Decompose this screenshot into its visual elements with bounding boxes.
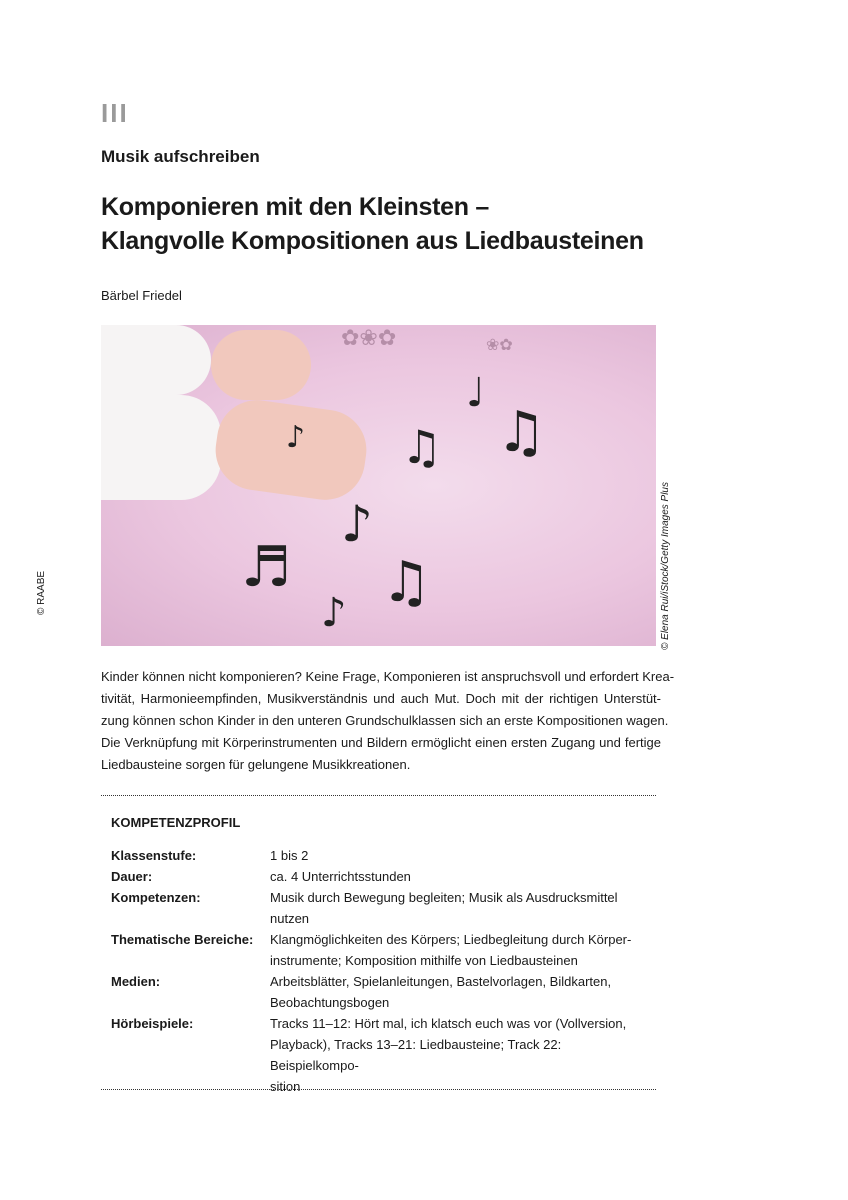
- music-note-icon: ♫: [381, 550, 432, 615]
- profile-value-line: 1 bis 2: [270, 848, 309, 863]
- author: Bärbel Friedel: [101, 288, 182, 303]
- intro-line: Liedbausteine sorgen für gelungene Musikkreationen.: [101, 757, 411, 772]
- title-line: Komponieren mit den Kleinsten –: [101, 193, 489, 221]
- profile-key: Kompetenzen:: [111, 890, 201, 905]
- competence-profile: [111, 815, 650, 1097]
- flower-decoration: ❀✿: [486, 337, 513, 354]
- profile-key: Klassenstufe:: [111, 848, 197, 863]
- profile-key: Dauer:: [111, 869, 153, 884]
- divider: [101, 1089, 656, 1090]
- intro-line: zung können schon Kinder in den unteren Grundschulklassen sich an erste Kompositionen wagen.: [101, 713, 669, 728]
- profile-value-line: Tracks 11–12: Hört mal, ich klatsch euch was vor (Vollversion,: [270, 1016, 627, 1031]
- profile-value-line: Beobachtungsbogen: [270, 995, 390, 1010]
- music-note-icon: ♫: [496, 400, 547, 465]
- profile-value-line: nutzen: [270, 911, 310, 926]
- profile-value-line: ca. 4 Unterrichtsstunden: [270, 869, 411, 884]
- photo-credit: © Elena Rui/iStock/Getty Images Plus: [660, 482, 671, 650]
- music-note-icon: ♫: [401, 420, 443, 474]
- profile-key: Hörbeispiele:: [111, 1016, 194, 1031]
- section-title: Musik aufschreiben: [101, 147, 260, 166]
- profile-value: [270, 845, 650, 866]
- intro-line: Kinder können nicht komponieren? Keine Frage, Komponieren ist anspruchsvoll und erfordert Krea-: [101, 669, 675, 684]
- chapter-number: III: [101, 98, 129, 128]
- music-note-icon: ♪: [341, 495, 373, 553]
- music-note-icon: ♬: [241, 535, 292, 600]
- profile-key: Thematische Bereiche:: [111, 932, 254, 947]
- profile-value: [270, 929, 650, 971]
- music-note-icon: ♩: [466, 370, 485, 416]
- profile-value: [270, 971, 650, 1013]
- sleeve: [101, 395, 221, 500]
- divider: [101, 795, 656, 796]
- profile-row: [111, 887, 650, 929]
- profile-row: [111, 929, 650, 971]
- profile-row: [111, 845, 650, 866]
- intro-line: tivität, Harmonieempfinden, Musikverständnis und auch Mut. Doch mit der richtigen Unterstüt-: [101, 691, 661, 706]
- profile-value-line: Arbeitsblätter, Spielanleitungen, Bastelvorlagen, Bildkarten,: [270, 974, 612, 989]
- music-note-icon: ♪: [286, 420, 306, 455]
- publisher-copyright: © RAABE: [36, 570, 47, 615]
- profile-value: [270, 866, 650, 887]
- profile-value-line: instrumente; Komposition mithilfe von Liedbausteinen: [270, 953, 578, 968]
- profile-value: [270, 887, 650, 929]
- cover-photo: [101, 325, 656, 646]
- sleeve: [101, 325, 211, 395]
- profile-row: [111, 866, 650, 887]
- profile-heading: KOMPETENZPROFIL: [111, 815, 241, 830]
- title-line: Klangvolle Kompositionen aus Liedbausteinen: [101, 227, 644, 255]
- profile-key: Medien:: [111, 974, 161, 989]
- intro-line: Die Verknüpfung mit Körperinstrumenten und Bildern ermöglicht einen ersten Zugang und fertige: [101, 735, 661, 750]
- profile-value-line: sition: [270, 1079, 301, 1094]
- profile-row: [111, 971, 650, 1013]
- profile-value-line: Playback), Tracks 13–21: Liedbausteine; Track 22: Beispielkompo-: [270, 1037, 562, 1073]
- flower-decoration: ✿❀✿: [341, 325, 397, 350]
- profile-value: [270, 1013, 650, 1097]
- profile-value-line: Musik durch Bewegung begleiten; Musik als Ausdrucksmittel: [270, 890, 618, 905]
- profile-value-line: Klangmöglichkeiten des Körpers; Liedbegleitung durch Körper-: [270, 932, 632, 947]
- intro-paragraph: [101, 666, 675, 776]
- profile-row: [111, 1013, 650, 1097]
- hand: [211, 330, 311, 400]
- page-title: [101, 190, 644, 258]
- music-note-icon: ♪: [321, 590, 347, 636]
